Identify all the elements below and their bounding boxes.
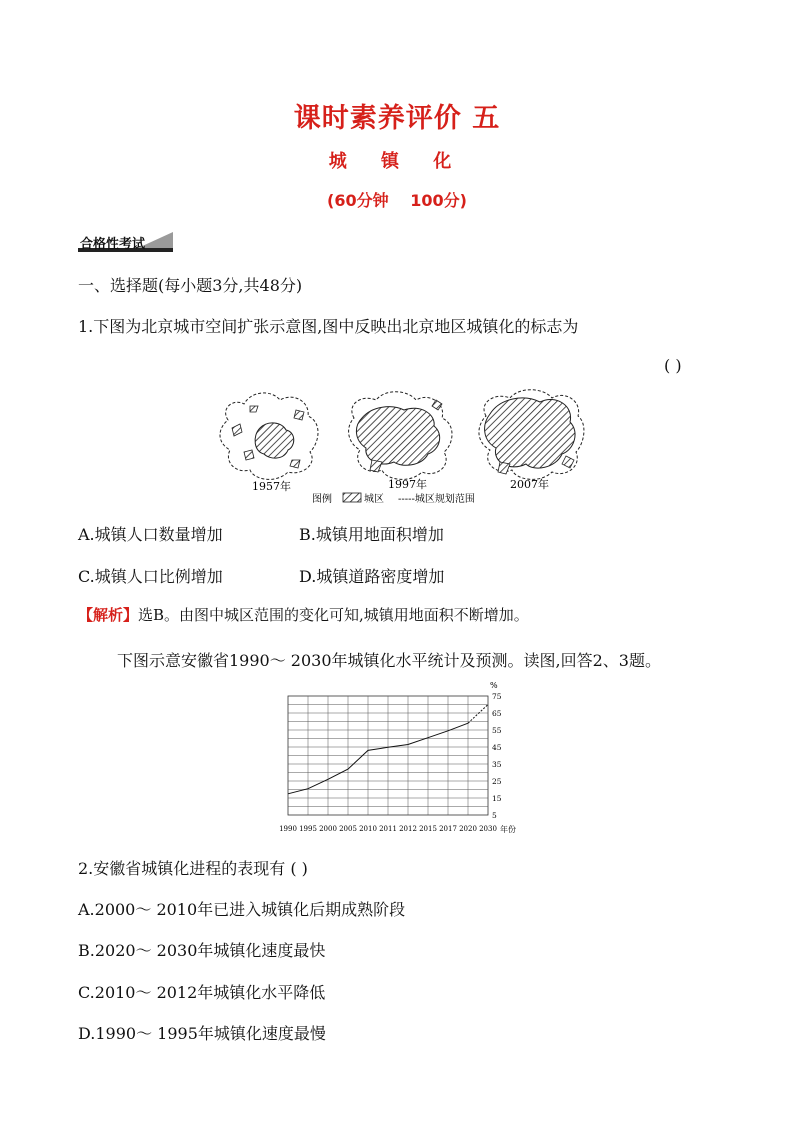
- x-tick-label: 2000: [319, 825, 337, 833]
- urban-area-1997: [356, 407, 439, 466]
- beijing-expansion-map: [210, 380, 585, 508]
- map-legend-planned: -----城区规划范围: [398, 494, 475, 505]
- y-tick-label: 65: [492, 709, 502, 718]
- x-tick-label: 2010: [359, 825, 377, 833]
- map-legend-urban: 城区: [364, 494, 384, 505]
- chart-grid: [288, 696, 488, 815]
- q1-option-d[interactable]: D.城镇道路密度增加: [299, 567, 445, 586]
- part-heading: 一、选择题(每小题3分,共48分): [78, 276, 303, 295]
- map-1997: [349, 392, 452, 480]
- legend-urban-swatch: [343, 493, 361, 502]
- urban-area-1957: [255, 423, 294, 458]
- y-tick-label: 25: [492, 777, 502, 786]
- map-1957: [220, 393, 318, 479]
- y-tick-label: 45: [492, 743, 502, 752]
- y-tick-label: 75: [492, 692, 502, 701]
- map-year-1957: 1957年: [252, 480, 291, 493]
- y-tick-label: 35: [492, 760, 502, 769]
- time-limit: (60分钟: [327, 191, 389, 210]
- map-2007: [479, 390, 584, 480]
- page-title: 课时素养评价 五: [293, 103, 501, 134]
- q1-option-a[interactable]: A.城镇人口数量增加: [78, 525, 223, 544]
- x-tick-label: 1995: [299, 825, 317, 833]
- chart-x-label: 年份: [500, 825, 516, 834]
- time-score-info: [0, 188, 794, 211]
- x-tick-label: 2012: [399, 825, 417, 833]
- x-tick-label: 2017: [439, 825, 457, 833]
- q2-option-b[interactable]: B.2020～ 2030年城镇化速度最快: [78, 941, 326, 960]
- total-score: 100分): [410, 191, 467, 210]
- series-line-projected: [468, 705, 488, 724]
- chart-y-ticks: [492, 692, 502, 820]
- map-legend-prefix: 图例: [312, 494, 332, 505]
- series-line-observed: [288, 723, 468, 794]
- y-tick-label: 5: [492, 811, 497, 820]
- chart-x-ticks: [279, 825, 497, 833]
- q1-stem: 1.下图为北京城市空间扩张示意图,图中反映出北京地区城镇化的标志为: [78, 317, 579, 336]
- x-tick-label: 2005: [339, 825, 357, 833]
- q1-option-b[interactable]: B.城镇用地面积增加: [299, 525, 444, 544]
- y-tick-label: 15: [492, 794, 502, 803]
- map-year-2007: 2007年: [510, 478, 549, 491]
- x-tick-label: 2015: [419, 825, 437, 833]
- chart-y-label: %: [490, 681, 498, 690]
- map-year-1997: 1997年: [388, 478, 427, 491]
- chart-intro: 下图示意安徽省1990～ 2030年城镇化水平统计及预测。读图,回答2、3题。: [117, 651, 661, 670]
- section-label: 合格性考试: [80, 237, 146, 252]
- q2-option-c[interactable]: C.2010～ 2012年城镇化水平降低: [78, 983, 326, 1002]
- q2-stem: 2.安徽省城镇化进程的表现有 ( ): [78, 859, 308, 878]
- q2-option-a[interactable]: A.2000～ 2010年已进入城镇化后期成熟阶段: [78, 900, 406, 919]
- urban-area-2007: [485, 398, 575, 468]
- analysis-tag: 【解析】: [78, 606, 139, 624]
- x-tick-label: 2011: [379, 825, 397, 833]
- y-tick-label: 55: [492, 726, 502, 735]
- q1-option-c[interactable]: C.城镇人口比例增加: [78, 567, 223, 586]
- page-subtitle: 城 镇 化: [328, 151, 466, 172]
- section-tab: [78, 232, 173, 250]
- q2-option-d[interactable]: D.1990～ 1995年城镇化速度最慢: [78, 1024, 326, 1043]
- x-tick-label: 2020: [459, 825, 477, 833]
- analysis-text: 选B。由图中城区范围的变化可知,城镇用地面积不断增加。: [138, 606, 529, 624]
- urbanization-chart: [278, 680, 528, 838]
- x-tick-label: 2030: [479, 825, 497, 833]
- q1-analysis: [78, 604, 529, 625]
- x-tick-label: 1990: [279, 825, 297, 833]
- q1-answer-paren: ( ): [664, 356, 682, 375]
